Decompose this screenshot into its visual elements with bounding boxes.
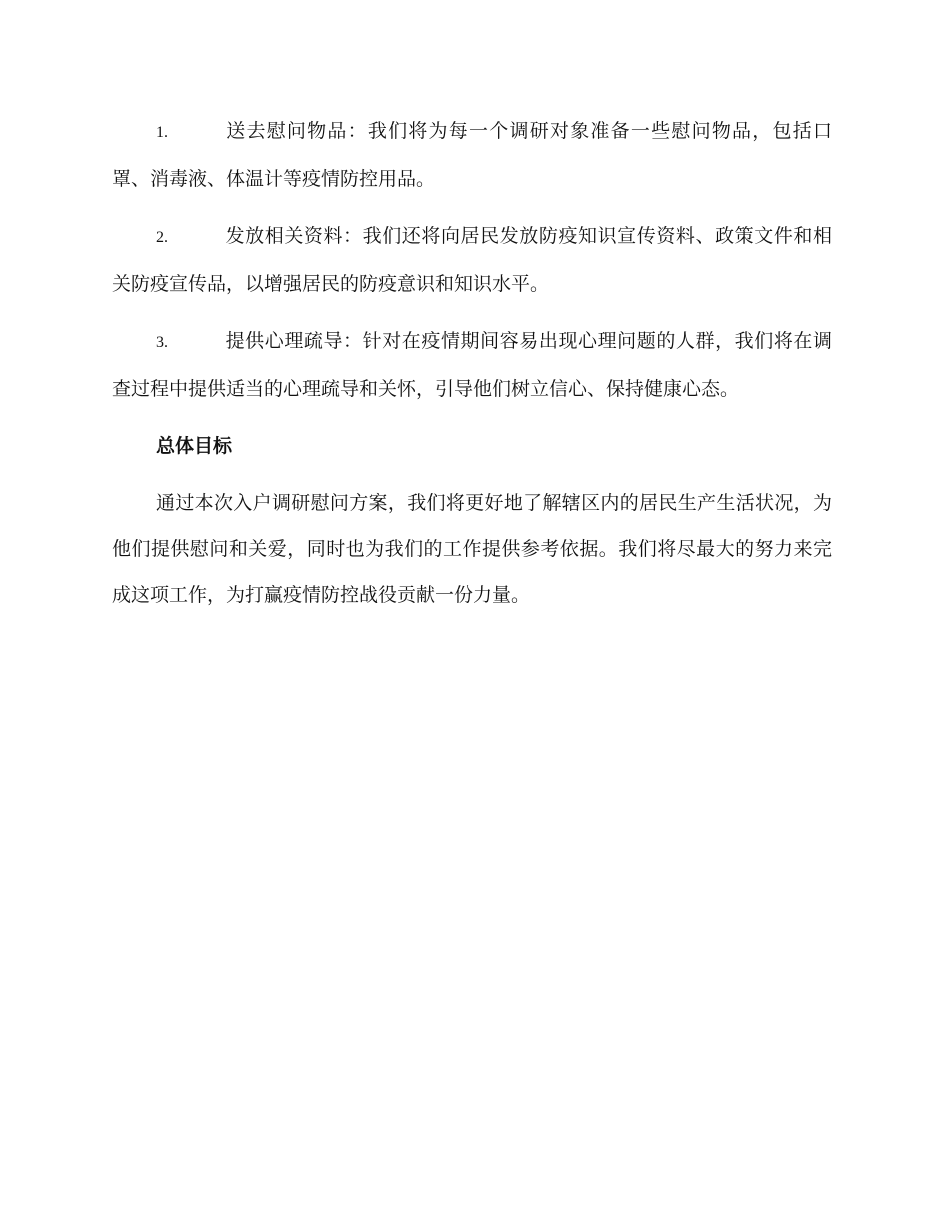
document-content [112, 108, 832, 618]
list-item-text: 发放相关资料：我们还将向居民发放防疫知识宣传资料、政策文件和相关防疫宣传品，以增强居民的防疫意识和知识水平。 [112, 225, 832, 295]
list-item-text: 送去慰问物品：我们将为每一个调研对象准备一些慰问物品，包括口罩、消毒液、体温计等疫情防控用品。 [112, 120, 832, 190]
list-item-text: 提供心理疏导：针对在疫情期间容易出现心理问题的人群，我们将在调查过程中提供适当的心理疏导和关怀，引导他们树立信心、保持健康心态。 [112, 330, 832, 400]
list-item-number: 2. [156, 229, 168, 246]
section-heading: 总体目标 [156, 435, 233, 457]
list-item [112, 213, 832, 307]
summary-paragraph: 通过本次入户调研慰问方案，我们将更好地了解辖区内的居民生产生活状况，为他们提供慰问和关爱，同时也为我们的工作提供参考依据。我们将尽最大的努力来完成这项工作，为打赢疫情防控战役贡献一份力量。 [112, 492, 832, 606]
list-item-number: 1. [156, 124, 168, 141]
list-item-number: 3. [156, 334, 168, 351]
list-item [112, 108, 832, 202]
list-item [112, 318, 832, 412]
